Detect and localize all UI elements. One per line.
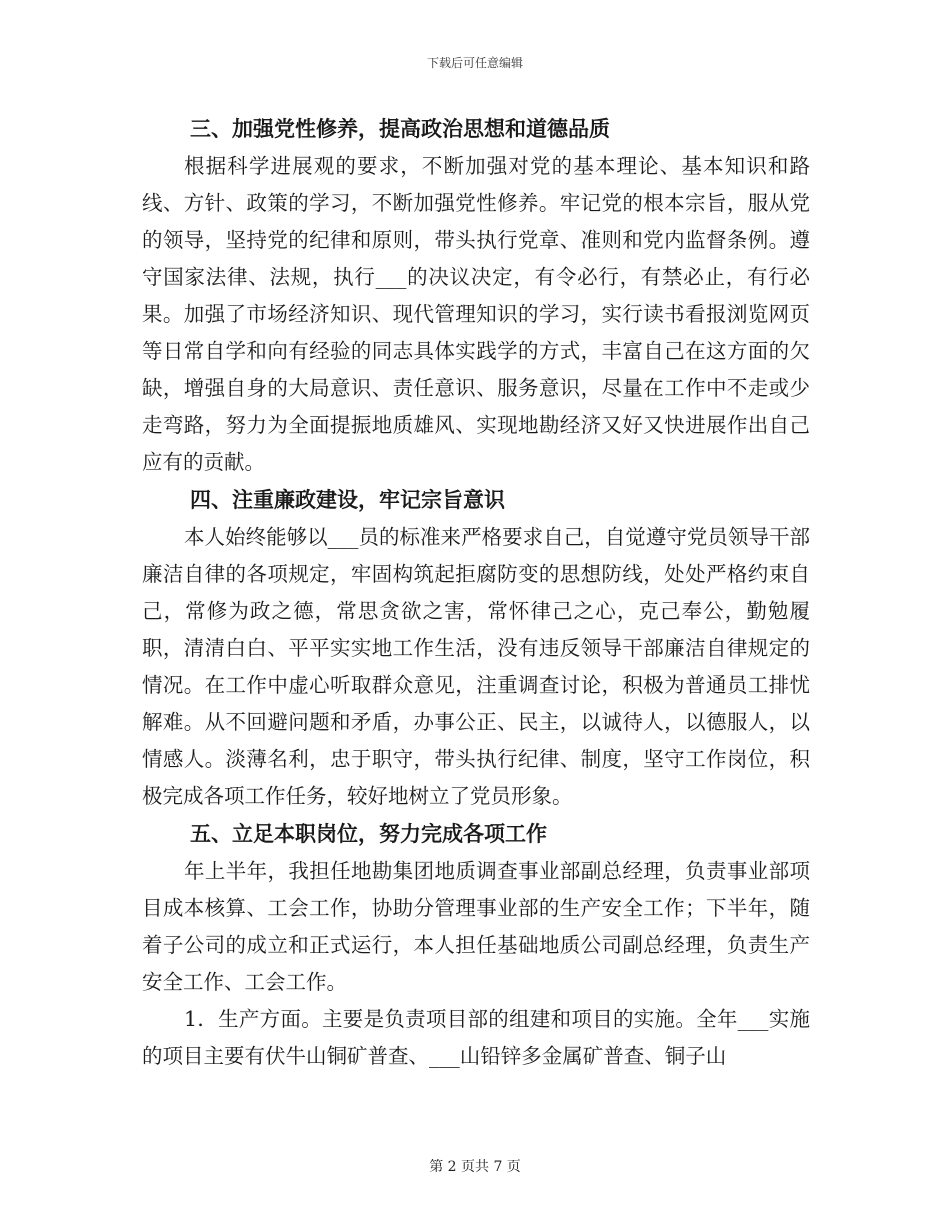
page-number: 第 2 页共 7 页	[429, 1159, 521, 1175]
document-body	[142, 110, 810, 1075]
section-heading: 三、加强党性修养，提高政治思想和道德品质	[190, 116, 610, 141]
section-paragraph: 年上半年，我担任地勘集团地质调查事业部副总经理，负责事业部项目成本核算、工会工作，协助分管理事业部的生产安全工作；下半年，随着子公司的成立和正式运行，本人担任基础地质公司副总经理，负责生产安全工作、工会工作。	[142, 859, 810, 994]
section-3	[142, 110, 810, 481]
section-heading: 四、注重廉政建设，牢记宗旨意识	[190, 487, 505, 512]
section-5	[142, 815, 810, 1075]
section-paragraph: 根据科学进展观的要求，不断加强对党的基本理论、基本知识和路线、方针、政策的学习，不断加强党性修养。牢记党的根本宗旨，服从党的领导，坚持党的纪律和原则，带头执行党章、准则和党内监督条例。遵守国家法律、法规，执行___的决议决定，有令必行，有禁必止，有行必果。加强了市场经济知识、现代管理知识的学习，实行读书看报浏览网页等日常自学和向有经验的同志具体实践学的方式，丰富自己在这方面的欠缺，增强自身的大局意识、责任意识、服务意识，尽量在工作中不走或少走弯路，努力为全面提振地质雄风、实现地勘经济又好又快进展作出自己应有的贡献。	[142, 154, 810, 474]
page-header-note: 下载后可任意编辑	[426, 56, 523, 70]
section-4	[142, 481, 810, 815]
section-paragraph: 1．生产方面。主要是负责项目部的组建和项目的实施。全年___实施的项目主要有伏牛山铜矿普查、___山铅锌多金属矿普查、铜子山	[142, 1007, 810, 1068]
section-paragraph: 本人始终能够以___员的标准来严格要求自己，自觉遵守党员领导干部廉洁自律的各项规定，牢固构筑起拒腐防变的思想防线，处处严格约束自己，常修为政之德，常思贪欲之害，常怀律己之心，克己奉公，勤勉履职，清清白白、平平实实地工作生活，没有违反领导干部廉洁自律规定的情况。在工作中虚心听取群众意见，注重调查讨论，积极为普通员工排忧解难。从不回避问题和矛盾，办事公正、民主，以诚待人，以德服人，以情感人。淡薄名利，忠于职守，带头执行纪律、制度，坚守工作岗位，积极完成各项工作任务，较好地树立了党员形象。	[142, 525, 810, 808]
section-heading: 五、立足本职岗位，努力完成各项工作	[190, 821, 547, 846]
